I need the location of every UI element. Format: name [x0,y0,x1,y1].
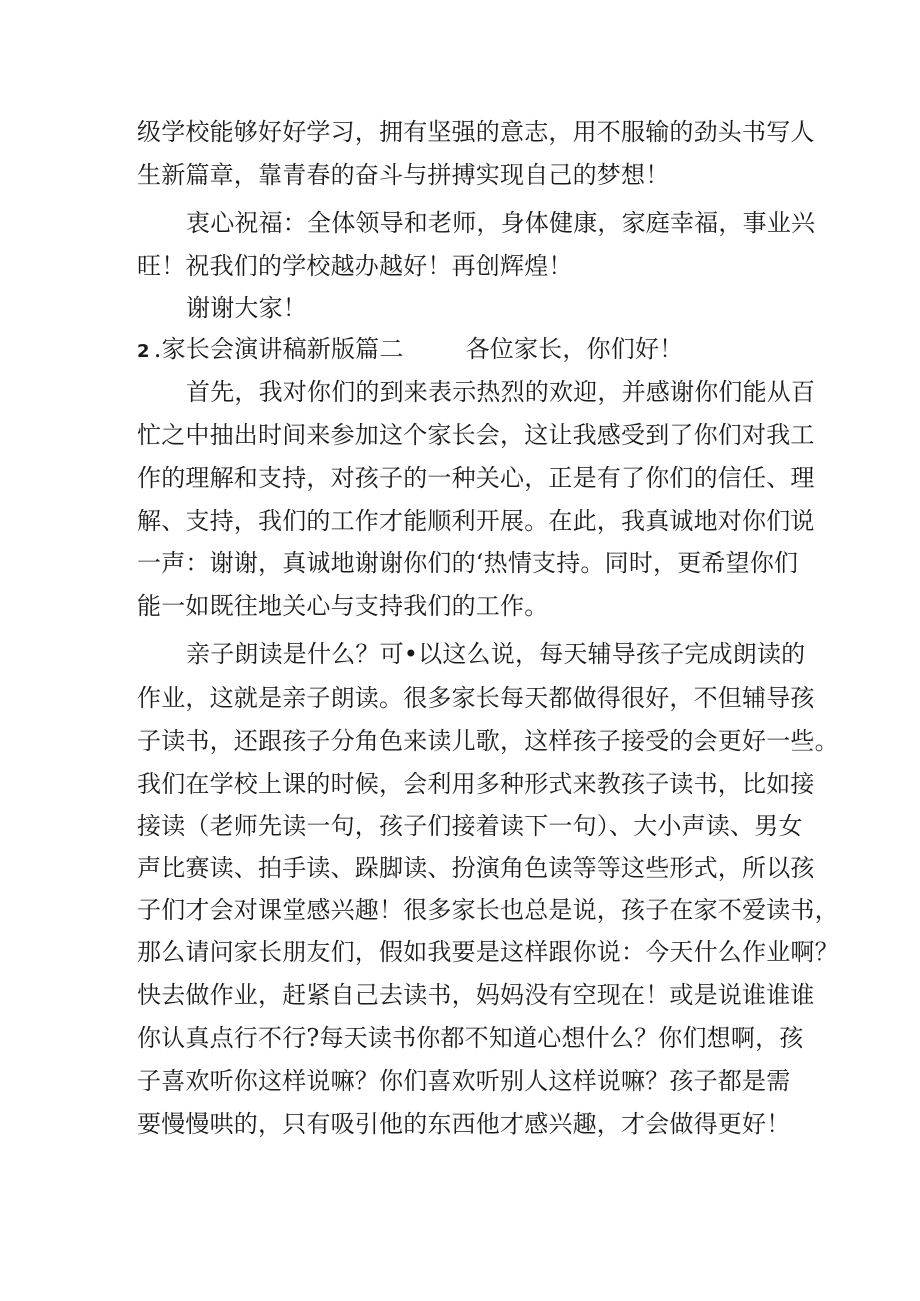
text-line: 解、支持，我们的工作才能顺利开展。在此，我真诚地对你们说 [137,507,815,535]
text-line: 忙之中抽出时间来参加这个家长会，这让我感受到了你们对我工 [137,421,815,449]
section-greeting: 各位家长，你们好！ [465,335,684,363]
text-line: 亲子朗读是什么？可•以这么说，每天辅导孩子完成朗读的 [186,640,806,668]
text-line: 首先，我对你们的到来表示热烈的欢迎，并感谢你们能从百 [186,378,816,406]
section-number: 2 [137,341,150,362]
text-line: 声比赛读、拍手读、跺脚读、扮演角色读等等这些形式，所以孩 [137,854,815,882]
text-line: 作的理解和支持，对孩子的一种关心，正是有了你们的信任、理 [137,464,815,492]
text-line: 我们在学校上课的时候，会利用多种形式来教孩子读书，比如接 [137,770,815,798]
text-line: 子们才会对课堂感兴趣！很多家长也总是说，孩子在家不爱读书， [137,896,839,924]
text-line: 快去做作业，赶紧自己去读书，妈妈没有空现在！或是说谁谁谁 [137,981,815,1009]
text-line: 那么请问家长朋友们，假如我要是这样跟你说：今天什么作业啊？ [137,938,839,966]
text-line: 旺！祝我们的学校越办越好！再创辉煌！ [137,252,573,280]
text-line: 作业，这就是亲子朗读。很多家长每天都做得很好，不但辅导孩 [137,684,815,712]
text-line: 衷心祝福：全体领导和老师，身体健康，家庭幸福，事业兴 [186,209,816,237]
text-line: 生新篇章，靠青春的奋斗与拼搏实现自己的梦想！ [137,161,670,189]
text-line: 接读（老师先读一句，孩子们接着读下一句）、大小声读、男女 [137,812,803,840]
text-line: 你认真点行不行?每天读书你都不知道心想什么？你们想啊，孩 [137,1024,804,1052]
text-line: 能一如既往地关心与支持我们的工作。 [137,592,549,620]
text-line: 谢谢大家！ [186,294,307,322]
text-line: 要慢慢哄的，只有吸引他的东西他才感兴趣，才会做得更好！ [137,1110,791,1138]
text-line: 级学校能够好好学习，拥有坚强的意志，用不服输的劲头书写人 [137,118,815,146]
text-line: 子喜欢听你这样说嘛？你们喜欢听别人这样说嘛？孩子都是需 [137,1067,791,1095]
section-title: .家长会演讲稿新版篇二 [153,335,404,363]
text-line: 子读书，还跟孩子分角色来读儿歌，这样孩子接受的会更好一些。 [137,727,839,755]
section-heading [137,329,683,369]
text-line: 一声：谢谢，真诚地谢谢你们的‘热情支持。同时，更希望你们 [137,549,799,577]
